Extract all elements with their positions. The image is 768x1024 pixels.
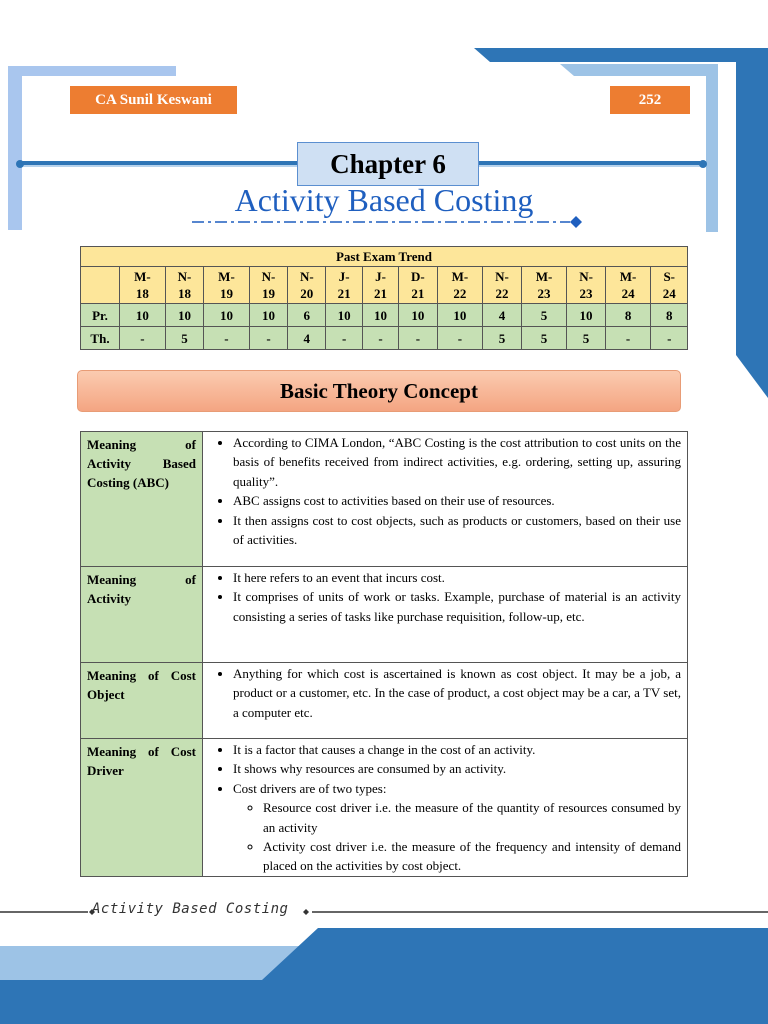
trend-cell: - (249, 327, 287, 350)
concept-description (203, 432, 688, 567)
trend-column-header-part: 20 (300, 286, 314, 301)
concepts-table (80, 431, 688, 877)
trend-column-header-part: 19 (219, 286, 233, 301)
trend-cell: 5 (165, 327, 203, 350)
concept-bullet (233, 568, 681, 587)
trend-cell: 10 (165, 304, 203, 327)
concept-bullet-text: It is a factor that causes a change in the cost of an activity. (233, 742, 536, 757)
trend-column-header-part: N- (261, 269, 276, 284)
concept-row (81, 739, 688, 877)
trend-row-label: Pr. (81, 304, 120, 327)
concept-term: Meaning of Cost Driver (81, 739, 203, 877)
concept-row (81, 432, 688, 567)
trend-cell: 10 (204, 304, 250, 327)
concept-bullet-text: It here refers to an event that incurs cost. (233, 570, 445, 585)
trend-cell: 10 (326, 304, 362, 327)
chapter-title: Activity Based Costing (234, 182, 534, 218)
trend-cell: - (326, 327, 362, 350)
concept-bullet (233, 664, 681, 722)
trend-column-header-part: 21 (374, 286, 388, 301)
trend-column-header-part: 23 (579, 286, 593, 301)
trend-cell: 10 (249, 304, 287, 327)
trend-column-header-part: M- (619, 269, 637, 284)
trend-column-header (605, 267, 651, 304)
trend-row (81, 304, 688, 327)
trend-column-header (521, 267, 567, 304)
trend-column-header-part: N- (177, 269, 192, 284)
trend-row-label: Th. (81, 327, 120, 350)
chapter-label: Chapter 6 (297, 142, 479, 186)
trend-cell: 6 (288, 304, 326, 327)
trend-column-header-part: 24 (662, 286, 676, 301)
trend-column-header-part: 18 (177, 286, 191, 301)
concept-bullet-text: Anything for which cost is ascertained is known as cost object. It may be a job, a product or a customer, etc. In the case of product, a cost object may be a car, a TV set, a computer etc. (233, 666, 681, 720)
concept-bullet (233, 491, 681, 510)
trend-cell: - (399, 327, 437, 350)
trend-column-header (120, 267, 166, 304)
trend-column-header-part: 24 (621, 286, 635, 301)
trend-cell: 10 (437, 304, 483, 327)
concept-bullet-text: It shows why resources are consumed by an activity. (233, 761, 507, 777)
trend-column-header-part: M- (134, 269, 151, 284)
trend-column-header-part: M- (535, 269, 553, 284)
trend-cell: - (120, 327, 166, 350)
concept-description (203, 567, 688, 663)
trend-cell: - (605, 327, 651, 350)
trend-cell: 5 (521, 304, 567, 327)
concept-bullet-list (209, 433, 681, 549)
trend-cell: - (204, 327, 250, 350)
past-exam-trend-table (80, 246, 688, 350)
trend-column-header-part: M- (218, 269, 235, 284)
concept-bullet-list (209, 740, 681, 876)
concept-term: Meaning of Activity (81, 567, 203, 663)
trend-cell: - (651, 327, 688, 350)
concept-bullet (233, 433, 681, 491)
concept-bullet-list (209, 568, 681, 626)
trend-column-header-part: N- (579, 269, 593, 284)
trend-column-header (651, 267, 688, 304)
trend-row (81, 327, 688, 350)
trend-header-blank (81, 267, 120, 304)
concept-row (81, 567, 688, 663)
trend-column-header (326, 267, 362, 304)
trend-column-header-part: D- (411, 269, 425, 284)
trend-column-header-part: 19 (262, 286, 276, 301)
page-number-badge: 252 (610, 86, 690, 114)
concept-description (203, 739, 688, 877)
trend-column-header-part: 22 (453, 286, 467, 301)
trend-column-header (483, 267, 521, 304)
concept-sub-list (233, 798, 681, 876)
concept-bullet (233, 779, 681, 876)
trend-column-header-part: N- (299, 269, 314, 284)
concept-bullet-list (209, 664, 681, 722)
trend-column-header-part: 21 (337, 286, 351, 301)
trend-cell: 10 (362, 304, 398, 327)
trend-column-header (204, 267, 250, 304)
concept-term: Meaning of Cost Object (81, 663, 203, 739)
concept-bullet-text: Cost drivers are of two types: (233, 780, 387, 796)
trend-column-header (249, 267, 287, 304)
trend-cell: 10 (399, 304, 437, 327)
trend-cell: 5 (521, 327, 567, 350)
concept-bullet-text: According to CIMA London, “ABC Costing is the cost attribution to cost units on the basis of benefits received from indirect activities, e.g. ordering, setting up, assuring quality”. (233, 435, 681, 489)
trend-column-header-part: 23 (537, 286, 551, 301)
trend-column-header-part: 18 (135, 286, 149, 301)
concept-bullet (233, 740, 681, 759)
concept-row (81, 663, 688, 739)
concept-bullet-text: ABC assigns cost to activities based on their use of resources. (233, 493, 555, 509)
trend-column-header-part: S- (663, 269, 676, 284)
trend-header-row (81, 267, 688, 304)
trend-column-header (399, 267, 437, 304)
concept-bullet (233, 587, 681, 626)
trend-cell: 4 (483, 304, 521, 327)
trend-cell: 4 (288, 327, 326, 350)
trend-cell: - (437, 327, 483, 350)
trend-column-header (362, 267, 398, 304)
trend-cell: 10 (567, 304, 605, 327)
trend-cell: 8 (651, 304, 688, 327)
trend-cell: 5 (483, 327, 521, 350)
trend-column-header (437, 267, 483, 304)
trend-column-header (165, 267, 203, 304)
trend-column-header-part: J- (375, 269, 386, 284)
author-badge: CA Sunil Keswani (70, 86, 237, 114)
trend-cell: 8 (605, 304, 651, 327)
trend-column-header (288, 267, 326, 304)
trend-column-header-part: M- (451, 269, 469, 284)
trend-column-header-part: 22 (495, 286, 509, 301)
concept-bullet (233, 511, 681, 550)
section-title: Basic Theory Concept (77, 370, 681, 412)
trend-column-header-part: J- (338, 269, 350, 284)
concept-sub-bullet: ◦ Activity cost driver i.e. the measure of the frequency and intensity of demand placed on the activities by cost object. (263, 837, 681, 876)
concept-bullet (233, 759, 681, 778)
trend-cell: - (362, 327, 398, 350)
concept-term: Meaning of Activity Based Costing (ABC) (81, 432, 203, 567)
concept-sub-bullet: ◦ Resource cost driver i.e. the measure of the quantity of resources consumed by an activity (263, 798, 681, 837)
trend-cell: 5 (567, 327, 605, 350)
trend-cell: 10 (120, 304, 166, 327)
trend-caption: Past Exam Trend (81, 247, 688, 267)
trend-caption-row (81, 247, 688, 267)
concept-description (203, 663, 688, 739)
trend-column-header-part: 21 (411, 286, 425, 301)
footer-title: Activity Based Costing (92, 901, 289, 917)
trend-column-header (567, 267, 605, 304)
concept-bullet-text: It comprises of units of work or tasks. Example, purchase of material is an activity consisting a series of tasks like purchase requisition, follow-up, etc. (233, 589, 681, 624)
concept-bullet-text: It then assigns cost to cost objects, such as products or customers, based on their use of activities. (233, 512, 681, 548)
trend-column-header-part: N- (495, 269, 509, 284)
